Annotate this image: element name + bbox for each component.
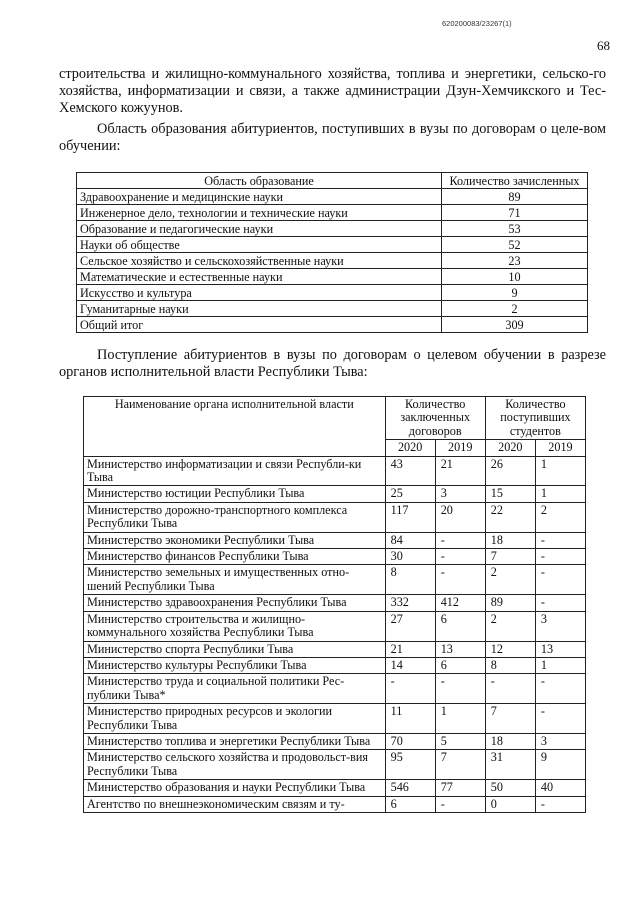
column-header-contracts: Количество заключенных договоров [385,397,485,440]
students-2019-cell: - [535,549,585,565]
students-2020-cell: 0 [485,796,535,812]
students-2020-cell: 15 [485,486,535,502]
year-header: 2020 [485,440,535,456]
contracts-2020-cell: 84 [385,532,435,548]
table-row-total [77,317,588,333]
students-2020-cell: 2 [485,611,535,641]
table-row [84,486,586,502]
students-2020-cell: 22 [485,502,535,532]
document-id: 620200083/23267(1) [442,19,512,28]
table-row [84,733,586,749]
count-cell: 2 [442,301,588,317]
contracts-2019-cell: 5 [435,733,485,749]
agency-cell: Министерство юстиции Республики Тыва [84,486,386,502]
students-2019-cell: - [535,704,585,734]
students-2020-cell: 50 [485,780,535,796]
contracts-2020-cell: 546 [385,780,435,796]
agency-cell: Министерство топлива и энергетики Республики Тыва [84,733,386,749]
students-2020-cell: 8 [485,657,535,673]
agency-cell: Министерство культуры Республики Тыва [84,657,386,673]
students-2020-cell: 7 [485,704,535,734]
count-cell: 53 [442,221,588,237]
agency-cell: Министерство сельского хозяйства и продовольст-вия Республики Тыва [84,750,386,780]
contracts-2020-cell: 70 [385,733,435,749]
contracts-2020-cell: 11 [385,704,435,734]
agency-cell: Министерство спорта Республики Тыва [84,641,386,657]
table-row [84,641,586,657]
contracts-2019-cell: - [435,565,485,595]
count-cell: 10 [442,269,588,285]
students-2019-cell: 1 [535,486,585,502]
contracts-2019-cell: - [435,796,485,812]
paragraph-intro: строительства и жилищно-коммунального хозяйства, топлива и энергетики, сельско-го хозяйства, информатизации и связи, а также администрации Дзун-Хемчикского и Тес-Хемского кожуунов. [59,66,606,117]
contracts-2020-cell: 21 [385,641,435,657]
students-2019-cell: - [535,595,585,611]
contracts-2020-cell: 117 [385,502,435,532]
count-cell: 52 [442,237,588,253]
agency-cell: Министерство образования и науки Республики Тыва [84,780,386,796]
table-row [84,780,586,796]
area-cell: Науки об обществе [77,237,442,253]
table-row [77,269,588,285]
area-cell: Гуманитарные науки [77,301,442,317]
area-cell: Образование и педагогические науки [77,221,442,237]
students-2020-cell: 12 [485,641,535,657]
area-cell: Общий итог [77,317,442,333]
students-2019-cell: 13 [535,641,585,657]
table-row [84,750,586,780]
year-header: 2020 [385,440,435,456]
contracts-2020-cell: 25 [385,486,435,502]
agency-cell: Министерство финансов Республики Тыва [84,549,386,565]
agency-cell: Министерство информатизации и связи Республи-ки Тыва [84,456,386,486]
paragraph-education-areas: Область образования абитуриентов, поступивших в вузы по договорам о целе-вом обучении: [59,121,606,155]
count-cell: 89 [442,189,588,205]
contracts-2020-cell: 95 [385,750,435,780]
contracts-2020-cell: 27 [385,611,435,641]
table-row [77,253,588,269]
contracts-2019-cell: - [435,532,485,548]
students-2020-cell: 18 [485,733,535,749]
table-header-row [77,173,588,189]
students-2019-cell: 9 [535,750,585,780]
table-row [84,595,586,611]
students-2019-cell: - [535,532,585,548]
area-cell: Математические и естественные науки [77,269,442,285]
students-2020-cell: 2 [485,565,535,595]
students-2019-cell: - [535,565,585,595]
students-2020-cell: 18 [485,532,535,548]
count-cell: 309 [442,317,588,333]
table-row [84,549,586,565]
count-cell: 9 [442,285,588,301]
table-row [77,301,588,317]
table-row [77,189,588,205]
contracts-2019-cell: 412 [435,595,485,611]
contracts-2020-cell: 43 [385,456,435,486]
table-row [77,285,588,301]
agency-cell: Агентство по внешнеэкономическим связям и ту- [84,796,386,812]
students-2020-cell: - [485,674,535,704]
contracts-2019-cell: 6 [435,657,485,673]
contracts-2019-cell: 7 [435,750,485,780]
contracts-2020-cell: 30 [385,549,435,565]
table-row [84,456,586,486]
column-header-students: Количество поступивших студентов [485,397,585,440]
area-cell: Искусство и культура [77,285,442,301]
table-row [84,674,586,704]
students-2019-cell: 3 [535,733,585,749]
students-2020-cell: 89 [485,595,535,611]
contracts-2019-cell: - [435,674,485,704]
contracts-2020-cell: 6 [385,796,435,812]
area-cell: Сельское хозяйство и сельскохозяйственные науки [77,253,442,269]
year-header: 2019 [435,440,485,456]
paragraph-agencies: Поступление абитуриентов в вузы по договорам о целевом обучении в разрезе органов исполнительной власти Республики Тыва: [59,347,606,381]
agency-cell: Министерство дорожно-транспортного комплекса Республики Тыва [84,502,386,532]
contracts-2019-cell: 13 [435,641,485,657]
contracts-2019-cell: 6 [435,611,485,641]
education-area-table [76,172,588,333]
table-row [77,221,588,237]
table-row [84,657,586,673]
students-2019-cell: 1 [535,657,585,673]
students-2019-cell: - [535,796,585,812]
students-2019-cell: 40 [535,780,585,796]
students-2019-cell: 3 [535,611,585,641]
column-header-agency: Наименование органа исполнительной власти [84,397,386,457]
students-2019-cell: - [535,674,585,704]
agency-cell: Министерство строительства и жилищно-коммунального хозяйства Республики Тыва [84,611,386,641]
table-row [84,704,586,734]
count-cell: 23 [442,253,588,269]
contracts-2020-cell: - [385,674,435,704]
students-2020-cell: 31 [485,750,535,780]
area-cell: Инженерное дело, технологии и технические науки [77,205,442,221]
column-header-count: Количество зачисленных [442,173,588,189]
students-2020-cell: 7 [485,549,535,565]
table-row [84,565,586,595]
table-row [84,532,586,548]
year-header: 2019 [535,440,585,456]
contracts-2020-cell: 332 [385,595,435,611]
area-cell: Здравоохранение и медицинские науки [77,189,442,205]
contracts-2019-cell: 1 [435,704,485,734]
contracts-2019-cell: 21 [435,456,485,486]
students-2020-cell: 26 [485,456,535,486]
agency-cell: Министерство земельных и имущественных отно-шений Республики Тыва [84,565,386,595]
contracts-2019-cell: 77 [435,780,485,796]
agency-cell: Министерство труда и социальной политики Рес-публики Тыва* [84,674,386,704]
agency-cell: Министерство здравоохранения Республики Тыва [84,595,386,611]
contracts-2019-cell: 3 [435,486,485,502]
contracts-2020-cell: 14 [385,657,435,673]
table-row [84,796,586,812]
agency-admissions-table [83,396,586,813]
students-2019-cell: 1 [535,456,585,486]
table-row [84,611,586,641]
agency-cell: Министерство экономики Республики Тыва [84,532,386,548]
students-2019-cell: 2 [535,502,585,532]
contracts-2019-cell: 20 [435,502,485,532]
table-row [84,502,586,532]
agency-cell: Министерство природных ресурсов и экологии Республики Тыва [84,704,386,734]
column-header-area: Область образование [77,173,442,189]
table-row [77,205,588,221]
table-row [77,237,588,253]
contracts-2020-cell: 8 [385,565,435,595]
table-header-row [84,397,586,440]
count-cell: 71 [442,205,588,221]
page-number: 68 [597,38,610,53]
contracts-2019-cell: - [435,549,485,565]
